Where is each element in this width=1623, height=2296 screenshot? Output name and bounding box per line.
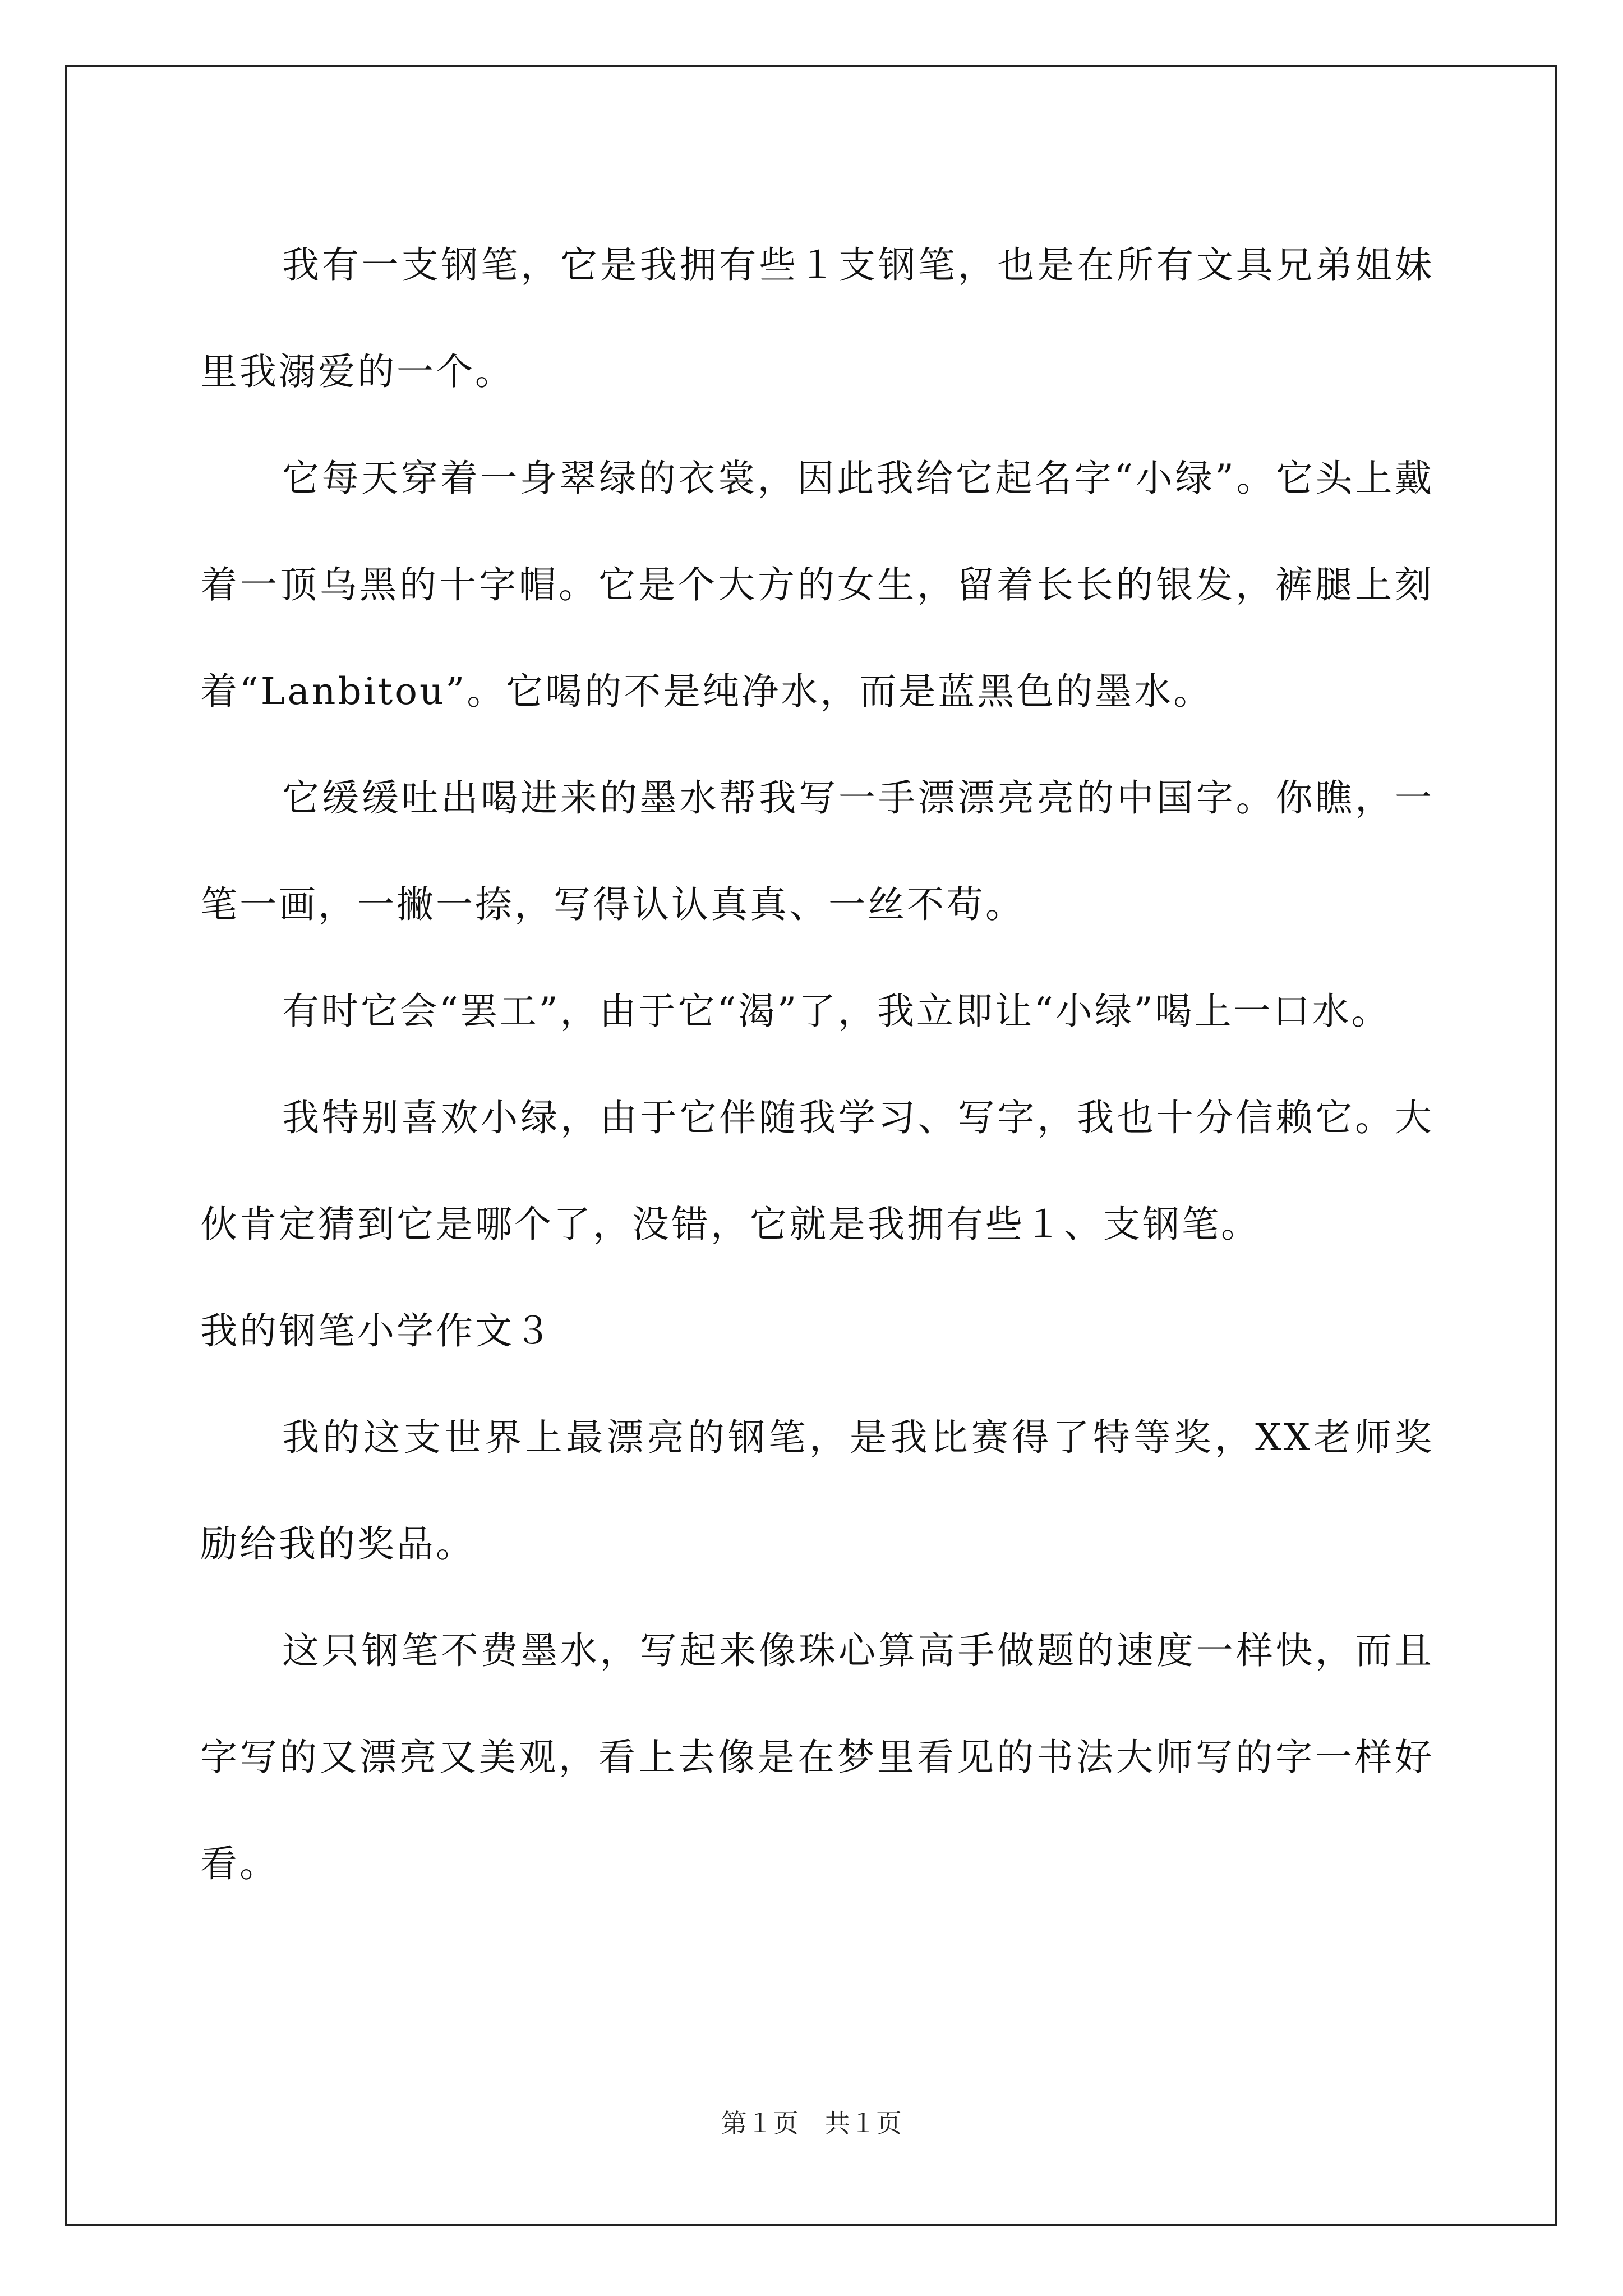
page-number-footer: 第１页 共１页 (721, 2108, 902, 2138)
paragraph: 我有一支钢笔，它是我拥有些１支钢笔，也是在所有文具兄弟姐妹里我溺爱的一个。 (200, 243, 1434, 393)
section-heading: 我的钢笔小学作文３ (200, 1309, 554, 1352)
paragraph: 这只钢笔不费墨水，写起来像珠心算高手做题的速度一样快，而且字写的又漂亮又美观，看上去像是在梦里看见的书法大师写的字一样好看。 (200, 1629, 1434, 1885)
paragraph: 我特别喜欢小绿，由于它伴随我学习、写字，我也十分信赖它。大伙肯定猜到它是哪个了，没错，它就是我拥有些１、支钢笔。 (200, 1096, 1434, 1246)
paragraph: 我的这支世界上最漂亮的钢笔，是我比赛得了特等奖，XX老师奖励给我的奖品。 (200, 1416, 1434, 1566)
paragraph: 它每天穿着一身翠绿的衣裳，因此我给它起名字“小绿”。它头上戴着一顶乌黑的十字帽。它是个大方的女生，留着长长的银发，裤腿上刻着“Lanbitou”。它喝的不是纯净水，而是蓝黑色的墨水。 (200, 457, 1434, 713)
document-body (200, 212, 1434, 1917)
paragraph: 有时它会“罢工”，由于它“渴”了，我立即让“小绿”喝上一口水。 (282, 990, 1391, 1033)
paragraph: 它缓缓吐出喝进来的墨水帮我写一手漂漂亮亮的中国字。你瞧，一笔一画，一撇一捺，写得认认真真、一丝不苟。 (200, 776, 1434, 926)
